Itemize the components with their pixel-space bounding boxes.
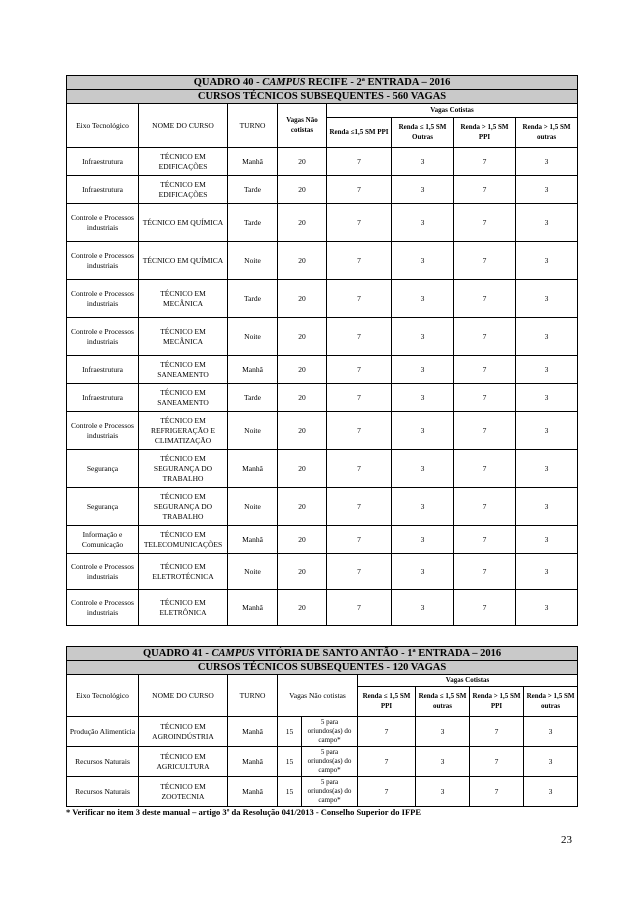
cotas-c2-cell: 3 [392, 384, 454, 412]
turno-cell: Noite [228, 554, 278, 590]
eixo-cell: Controle e Processos industriais [67, 554, 139, 590]
eixo-cell: Segurança [67, 450, 139, 488]
cotas-c2-cell: 3 [392, 204, 454, 242]
cotas-c1-cell: 7 [327, 176, 392, 204]
col-header-cotistas: Vagas Cotistas [327, 104, 578, 118]
cotas-c3-cell: 7 [454, 204, 516, 242]
eixo-cell: Recursos Naturais [67, 747, 139, 777]
turno-cell: Tarde [228, 204, 278, 242]
curso-cell: TÉCNICO EM ZOOTECNIA [139, 777, 228, 807]
turno-cell: Manhã [228, 148, 278, 176]
cotas-c2-cell: 3 [392, 356, 454, 384]
eixo-cell: Produção Alimentícia [67, 717, 139, 747]
table-row [67, 176, 578, 204]
curso-cell: TÉCNICO EM SANEAMENTO [139, 384, 228, 412]
eixo-cell: Controle e Processos industriais [67, 412, 139, 450]
curso-cell: TÉCNICO EM EDIFICAÇÕES [139, 148, 228, 176]
nao-cotistas-cell: 20 [278, 356, 327, 384]
eixo-cell: Informação e Comunicação [67, 526, 139, 554]
cotas-c3-cell: 7 [454, 590, 516, 626]
cotas-c4-cell: 3 [516, 148, 578, 176]
cotas-c4-cell: 3 [516, 526, 578, 554]
cotas-c3-cell: 7 [454, 450, 516, 488]
nao-cotistas-cell: 20 [278, 318, 327, 356]
cotas-c2-cell: 3 [392, 450, 454, 488]
cotas-c2-cell: 3 [392, 280, 454, 318]
curso-cell: TÉCNICO EM REFRIGERAÇÃO E CLIMATIZAÇÃO [139, 412, 228, 450]
table-row [67, 356, 578, 384]
table-row [67, 384, 578, 412]
col-header-turno: TURNO [228, 104, 278, 148]
turno-cell: Manhã [228, 590, 278, 626]
curso-cell: TÉCNICO EM AGRICULTURA [139, 747, 228, 777]
cotas-c4-cell: 3 [516, 450, 578, 488]
turno-cell: Tarde [228, 280, 278, 318]
table-row [67, 280, 578, 318]
cotas-c3-cell: 7 [454, 242, 516, 280]
cotas-c2-cell: 3 [392, 526, 454, 554]
cotas-c2-cell: 3 [392, 242, 454, 280]
table-row [67, 450, 578, 488]
nao-cotistas-cell: 20 [278, 450, 327, 488]
table-row [67, 717, 578, 747]
cotas-c3-cell: 7 [470, 777, 524, 807]
cotas-c1-cell: 7 [327, 590, 392, 626]
turno-cell: Tarde [228, 384, 278, 412]
curso-cell: TÉCNICO EM ELETROTÉCNICA [139, 554, 228, 590]
curso-cell: TÉCNICO EM EDIFICAÇÕES [139, 176, 228, 204]
cotas-c4-cell: 3 [516, 280, 578, 318]
turno-cell: Manhã [228, 526, 278, 554]
cotas-c3-cell: 7 [470, 747, 524, 777]
turno-cell: Noite [228, 412, 278, 450]
cotas-c4-cell: 3 [516, 488, 578, 526]
eixo-cell: Infraestrutura [67, 356, 139, 384]
table-row [67, 242, 578, 280]
turno-cell: Noite [228, 242, 278, 280]
turno-cell: Noite [228, 318, 278, 356]
col-header-c2: Renda ≤ 1,5 SM outras [416, 687, 470, 717]
cotas-c1-cell: 7 [327, 356, 392, 384]
eixo-cell: Controle e Processos industriais [67, 204, 139, 242]
eixo-cell: Controle e Processos industriais [67, 590, 139, 626]
cotas-c4-cell: 3 [516, 318, 578, 356]
turno-cell: Manhã [228, 777, 278, 807]
eixo-cell: Recursos Naturais [67, 777, 139, 807]
nao-cotistas-cell: 20 [278, 204, 327, 242]
table-row [67, 554, 578, 590]
nao-cotistas-cell: 15 [278, 777, 302, 807]
cotas-c4-cell: 3 [516, 242, 578, 280]
table-row [67, 590, 578, 626]
cotas-c1-cell: 7 [327, 488, 392, 526]
nao-cotistas-cell: 20 [278, 526, 327, 554]
turno-cell: Manhã [228, 356, 278, 384]
nao-cotistas-note-cell: 5 para oriundos(as) do campo* [302, 777, 358, 807]
curso-cell: TÉCNICO EM MECÂNICA [139, 318, 228, 356]
col-header-c1: Renda ≤ 1,5 SM PPI [358, 687, 416, 717]
cotas-c4-cell: 3 [516, 204, 578, 242]
nao-cotistas-cell: 20 [278, 280, 327, 318]
curso-cell: TÉCNICO EM AGROINDÚSTRIA [139, 717, 228, 747]
table-row [67, 488, 578, 526]
cotas-c1-cell: 7 [327, 450, 392, 488]
cotas-c4-cell: 3 [516, 384, 578, 412]
col-header-nao-cotistas: Vagas Não cotistas [278, 104, 327, 148]
nao-cotistas-cell: 20 [278, 148, 327, 176]
turno-cell: Noite [228, 488, 278, 526]
cotas-c1-cell: 7 [327, 412, 392, 450]
cotas-c2-cell: 3 [392, 176, 454, 204]
turno-cell: Manhã [228, 717, 278, 747]
cotas-c2-cell: 3 [392, 488, 454, 526]
cotas-c2-cell: 3 [392, 318, 454, 356]
cotas-c4-cell: 3 [524, 717, 578, 747]
nao-cotistas-cell: 20 [278, 176, 327, 204]
table-row [67, 412, 578, 450]
curso-cell: TÉCNICO EM SEGURANÇA DO TRABALHO [139, 450, 228, 488]
quadro-40-subtitle: CURSOS TÉCNICOS SUBSEQUENTES - 560 VAGAS [67, 90, 578, 104]
nao-cotistas-cell: 20 [278, 242, 327, 280]
cotas-c4-cell: 3 [524, 777, 578, 807]
eixo-cell: Infraestrutura [67, 148, 139, 176]
col-header-c1: Renda ≤1,5 SM PPI [327, 118, 392, 148]
turno-cell: Manhã [228, 747, 278, 777]
col-header-eixo: Eixo Tecnológico [67, 675, 139, 717]
col-header-nao-cotistas: Vagas Não cotistas [278, 675, 358, 717]
col-header-cotistas: Vagas Cotistas [358, 675, 578, 687]
nao-cotistas-cell: 20 [278, 590, 327, 626]
turno-cell: Tarde [228, 176, 278, 204]
cotas-c3-cell: 7 [454, 526, 516, 554]
cotas-c4-cell: 3 [516, 590, 578, 626]
cotas-c4-cell: 3 [516, 356, 578, 384]
col-header-nome: NOME DO CURSO [139, 104, 228, 148]
col-header-turno: TURNO [228, 675, 278, 717]
col-header-c4: Renda > 1,5 SM outras [516, 118, 578, 148]
cotas-c1-cell: 7 [358, 777, 416, 807]
cotas-c1-cell: 7 [327, 242, 392, 280]
cotas-c2-cell: 3 [392, 590, 454, 626]
nao-cotistas-cell: 20 [278, 384, 327, 412]
curso-cell: TÉCNICO EM ELETRÔNICA [139, 590, 228, 626]
quadro-40-table [66, 75, 578, 626]
turno-cell: Manhã [228, 450, 278, 488]
cotas-c2-cell: 3 [392, 554, 454, 590]
col-header-c4: Renda > 1,5 SM outras [524, 687, 578, 717]
eixo-cell: Infraestrutura [67, 384, 139, 412]
col-header-c3: Renda > 1,5 SM PPI [470, 687, 524, 717]
table-row [67, 148, 578, 176]
table-row [67, 526, 578, 554]
table-row [67, 204, 578, 242]
nao-cotistas-note-cell: 5 para oriundos(as) do campo* [302, 747, 358, 777]
nao-cotistas-cell: 15 [278, 717, 302, 747]
nao-cotistas-cell: 20 [278, 488, 327, 526]
cotas-c3-cell: 7 [454, 280, 516, 318]
cotas-c1-cell: 7 [327, 280, 392, 318]
cotas-c3-cell: 7 [454, 318, 516, 356]
quadro-41-title: QUADRO 41 - CAMPUS VITÓRIA DE SANTO ANTÃO - 1ª ENTRADA – 2016 [67, 647, 578, 661]
table-row [67, 318, 578, 356]
col-header-nome: NOME DO CURSO [139, 675, 228, 717]
eixo-cell: Controle e Processos industriais [67, 242, 139, 280]
curso-cell: TÉCNICO EM QUÍMICA [139, 204, 228, 242]
col-header-eixo: Eixo Tecnológico [67, 104, 139, 148]
page-number: 23 [561, 834, 572, 846]
quadro-40-title: QUADRO 40 - CAMPUS RECIFE - 2ª ENTRADA – 2016 [67, 76, 578, 90]
curso-cell: TÉCNICO EM QUÍMICA [139, 242, 228, 280]
table-row [67, 747, 578, 777]
cotas-c4-cell: 3 [516, 176, 578, 204]
nao-cotistas-cell: 20 [278, 412, 327, 450]
cotas-c2-cell: 3 [416, 717, 470, 747]
cotas-c3-cell: 7 [454, 384, 516, 412]
cotas-c1-cell: 7 [327, 554, 392, 590]
cotas-c3-cell: 7 [470, 717, 524, 747]
curso-cell: TÉCNICO EM MECÂNICA [139, 280, 228, 318]
curso-cell: TÉCNICO EM SEGURANÇA DO TRABALHO [139, 488, 228, 526]
cotas-c2-cell: 3 [416, 747, 470, 777]
col-header-c2: Renda ≤ 1,5 SM Outras [392, 118, 454, 148]
cotas-c4-cell: 3 [516, 554, 578, 590]
cotas-c1-cell: 7 [327, 318, 392, 356]
quadro-41-subtitle: CURSOS TÉCNICOS SUBSEQUENTES - 120 VAGAS [67, 661, 578, 675]
curso-cell: TÉCNICO EM TELECOMUNICAÇÕES [139, 526, 228, 554]
cotas-c1-cell: 7 [358, 717, 416, 747]
cotas-c1-cell: 7 [358, 747, 416, 777]
quadro-41-table [66, 646, 578, 807]
cotas-c1-cell: 7 [327, 204, 392, 242]
cotas-c2-cell: 3 [392, 148, 454, 176]
table-row [67, 777, 578, 807]
cotas-c2-cell: 3 [416, 777, 470, 807]
cotas-c3-cell: 7 [454, 356, 516, 384]
nao-cotistas-cell: 20 [278, 554, 327, 590]
eixo-cell: Controle e Processos industriais [67, 318, 139, 356]
eixo-cell: Controle e Processos industriais [67, 280, 139, 318]
eixo-cell: Infraestrutura [67, 176, 139, 204]
cotas-c2-cell: 3 [392, 412, 454, 450]
cotas-c3-cell: 7 [454, 554, 516, 590]
footnote: * Verificar no item 3 deste manual – artigo 3º da Resolução 041/2013 - Conselho Superior do IFPE [66, 807, 422, 817]
cotas-c1-cell: 7 [327, 148, 392, 176]
cotas-c3-cell: 7 [454, 176, 516, 204]
nao-cotistas-note-cell: 5 para oriundos(as) do campo* [302, 717, 358, 747]
cotas-c1-cell: 7 [327, 384, 392, 412]
cotas-c4-cell: 3 [524, 747, 578, 777]
col-header-c3: Renda > 1,5 SM PPI [454, 118, 516, 148]
cotas-c3-cell: 7 [454, 148, 516, 176]
cotas-c4-cell: 3 [516, 412, 578, 450]
cotas-c3-cell: 7 [454, 488, 516, 526]
curso-cell: TÉCNICO EM SANEAMENTO [139, 356, 228, 384]
nao-cotistas-cell: 15 [278, 747, 302, 777]
eixo-cell: Segurança [67, 488, 139, 526]
cotas-c3-cell: 7 [454, 412, 516, 450]
cotas-c1-cell: 7 [327, 526, 392, 554]
